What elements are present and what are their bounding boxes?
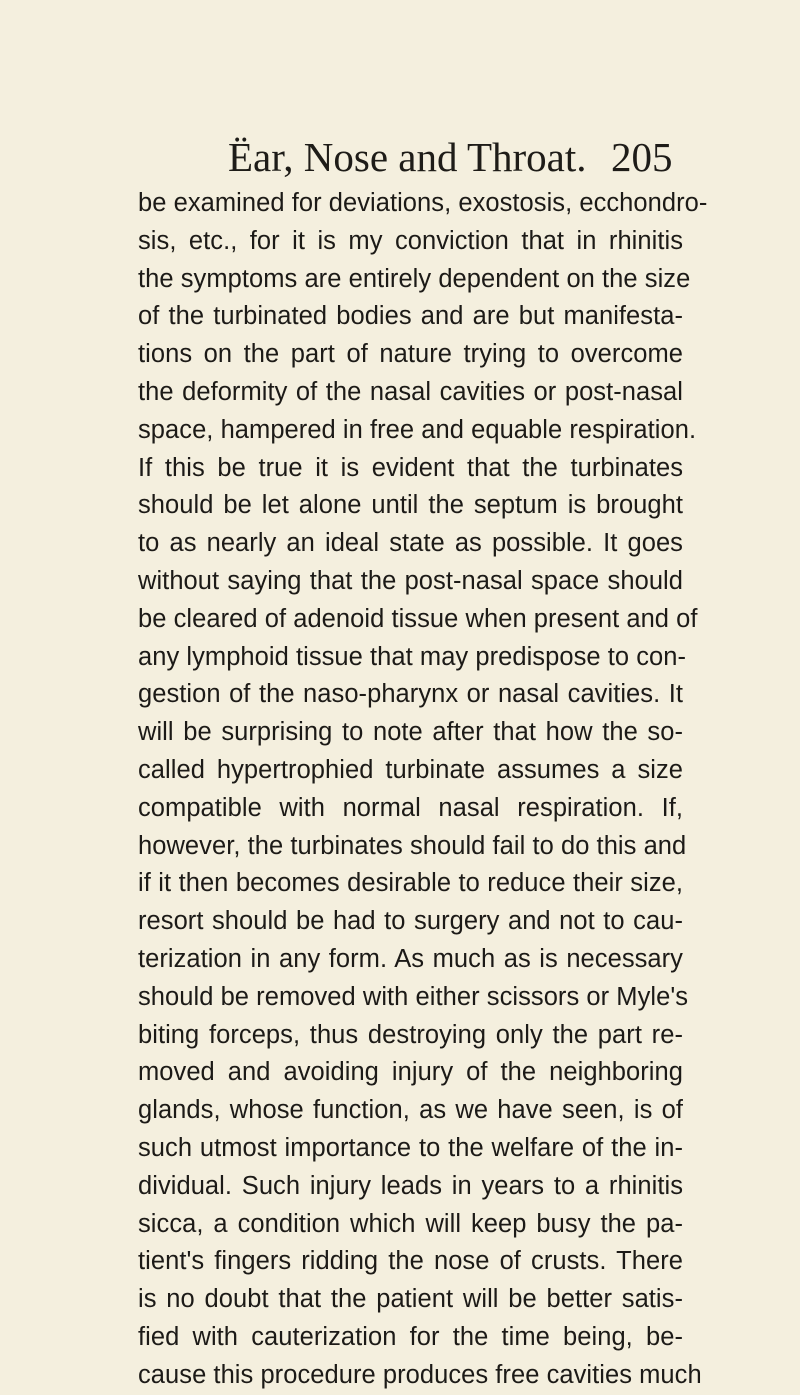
text-line: tient's fingers ridding the nose of crusts. There: [138, 1247, 683, 1276]
text-line: fied with cauterization for the time being, be-: [138, 1322, 683, 1351]
text-line: dividual. Such injury leads in years to a rhinitis: [138, 1171, 683, 1200]
text-line: should be removed with either scissors or Myle's: [138, 982, 689, 1011]
text-line: the symptoms are entirely dependent on the size: [138, 264, 691, 293]
text-line: resort should be had to surgery and not to cau-: [138, 907, 683, 936]
text-line: should be let alone until the septum is brought: [138, 491, 683, 520]
page-number: 205: [611, 134, 673, 180]
text-line: called hypertrophied turbinate assumes a size: [138, 755, 683, 784]
body-text: [138, 185, 708, 1395]
text-line: be examined for deviations, exostosis, ecchondro-: [138, 189, 708, 217]
text-line: terization in any form. As much as is necessary: [138, 944, 683, 973]
text-line: sicca, a condition which will keep busy the pa-: [138, 1209, 683, 1238]
text-line: cause this procedure produces free cavities much: [138, 1360, 702, 1389]
text-line: be cleared of adenoid tissue when present and of: [138, 604, 698, 633]
text-line: any lymphoid tissue that may predispose to con-: [138, 642, 687, 671]
text-line: to as nearly an ideal state as possible. It goes: [138, 529, 683, 558]
text-line: however, the turbinates should fail to do this and: [138, 831, 687, 860]
text-line: will be surprising to note after that how the so-: [138, 718, 683, 747]
text-line: is no doubt that the patient will be better satis-: [138, 1285, 683, 1314]
text-line: the deformity of the nasal cavities or post-nasal: [138, 377, 683, 406]
text-line: if it then becomes desirable to reduce their size,: [138, 869, 683, 898]
text-line: If this be true it is evident that the turbinates: [138, 453, 683, 482]
text-line: sis, etc., for it is my conviction that in rhinitis: [138, 226, 683, 255]
text-line: without saying that the post-nasal space should: [138, 566, 683, 595]
text-line: moved and avoiding injury of the neighboring: [138, 1058, 683, 1087]
text-line: biting forceps, thus destroying only the part re-: [138, 1020, 683, 1049]
text-line: such utmost importance to the welfare of the in-: [138, 1133, 683, 1162]
text-line: glands, whose function, as we have seen, is of: [138, 1096, 683, 1125]
running-head: [228, 132, 688, 182]
text-line: compatible with normal nasal respiration. If,: [138, 793, 683, 822]
text-line: of the turbinated bodies and are but manifesta-: [138, 302, 683, 331]
text-line: space, hampered in free and equable respiration.: [138, 415, 697, 444]
text-line: gestion of the naso-pharynx or nasal cavities. It: [138, 680, 683, 709]
text-line: tions on the part of nature trying to overcome: [138, 340, 683, 369]
running-head-title: Ëar, Nose and Throat.: [228, 134, 587, 180]
